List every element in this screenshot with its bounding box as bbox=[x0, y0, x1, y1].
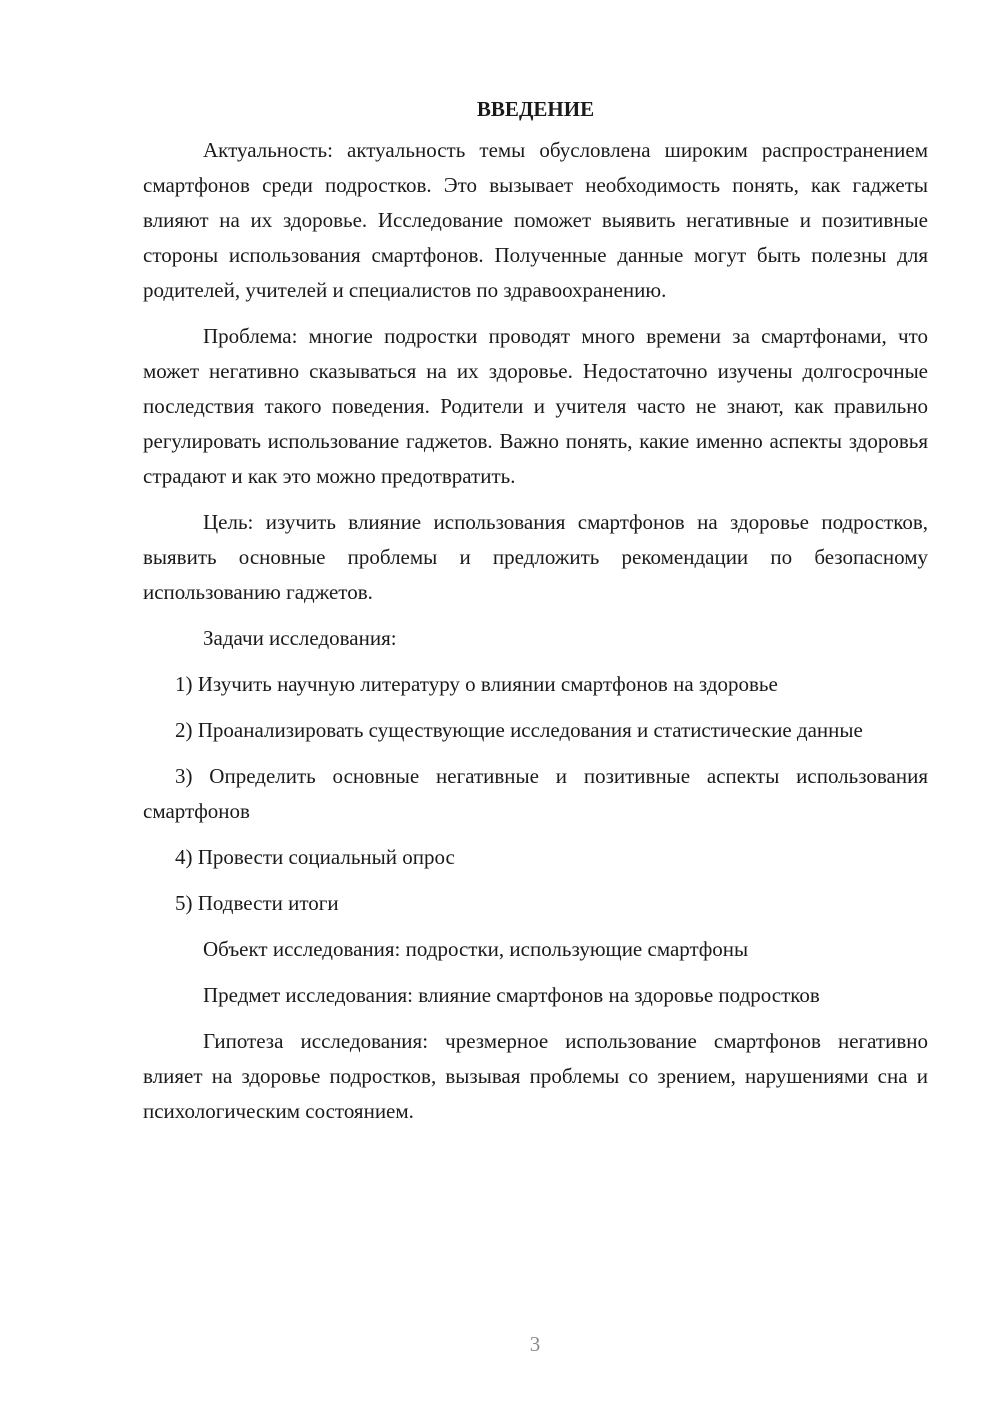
task-item-5: 5) Подвести итоги bbox=[175, 891, 339, 915]
task-item-1: 1) Изучить научную литературу о влиянии смартфонов на здоровье bbox=[175, 672, 778, 696]
paragraph-hypothesis: Гипотеза исследования: чрезмерное использование смартфонов негативно влияет на здоровье подростков, вызывая проблемы со зрением, нарушениями сна и психологическим состоянием. bbox=[143, 1029, 928, 1123]
paragraph-relevance: Актуальность: актуальность темы обусловлена широким распространением смартфонов среди подростков. Это вызывает необходимость понять, как гаджеты влияют на их здоровье. Исследование поможет выявить негативные и позитивные стороны использования смартфонов. Полученные данные могут быть полезны для родителей, учителей и специалистов по здравоохранению. bbox=[143, 138, 928, 302]
paragraph-subject: Предмет исследования: влияние смартфонов на здоровье подростков bbox=[203, 983, 820, 1007]
page-number: 3 bbox=[529, 1332, 541, 1356]
paragraph-problem: Проблема: многие подростки проводят много времени за смартфонами, что может негативно сказываться на их здоровье. Недостаточно изучены долгосрочные последствия такого поведения. Родители и учителя часто не знают, как правильно регулировать использование гаджетов. Важно понять, какие именно аспекты здоровья страдают и как это можно предотвратить. bbox=[143, 324, 928, 488]
paragraph-object: Объект исследования: подростки, использующие смартфоны bbox=[203, 937, 749, 961]
page-content bbox=[143, 92, 928, 1140]
task-item-3: 3) Определить основные негативные и позитивные аспекты использования смартфонов bbox=[143, 764, 928, 823]
task-item-2: 2) Проанализировать существующие исследования и статистические данные bbox=[175, 718, 863, 742]
tasks-heading: Задачи исследования: bbox=[203, 626, 397, 650]
paragraph-goal: Цель: изучить влияние использования смартфонов на здоровье подростков, выявить основные проблемы и предложить рекомендации по безопасному использованию гаджетов. bbox=[143, 510, 928, 604]
section-title: ВВЕДЕНИЕ bbox=[476, 97, 595, 121]
task-item-4: 4) Провести социальный опрос bbox=[175, 845, 455, 869]
